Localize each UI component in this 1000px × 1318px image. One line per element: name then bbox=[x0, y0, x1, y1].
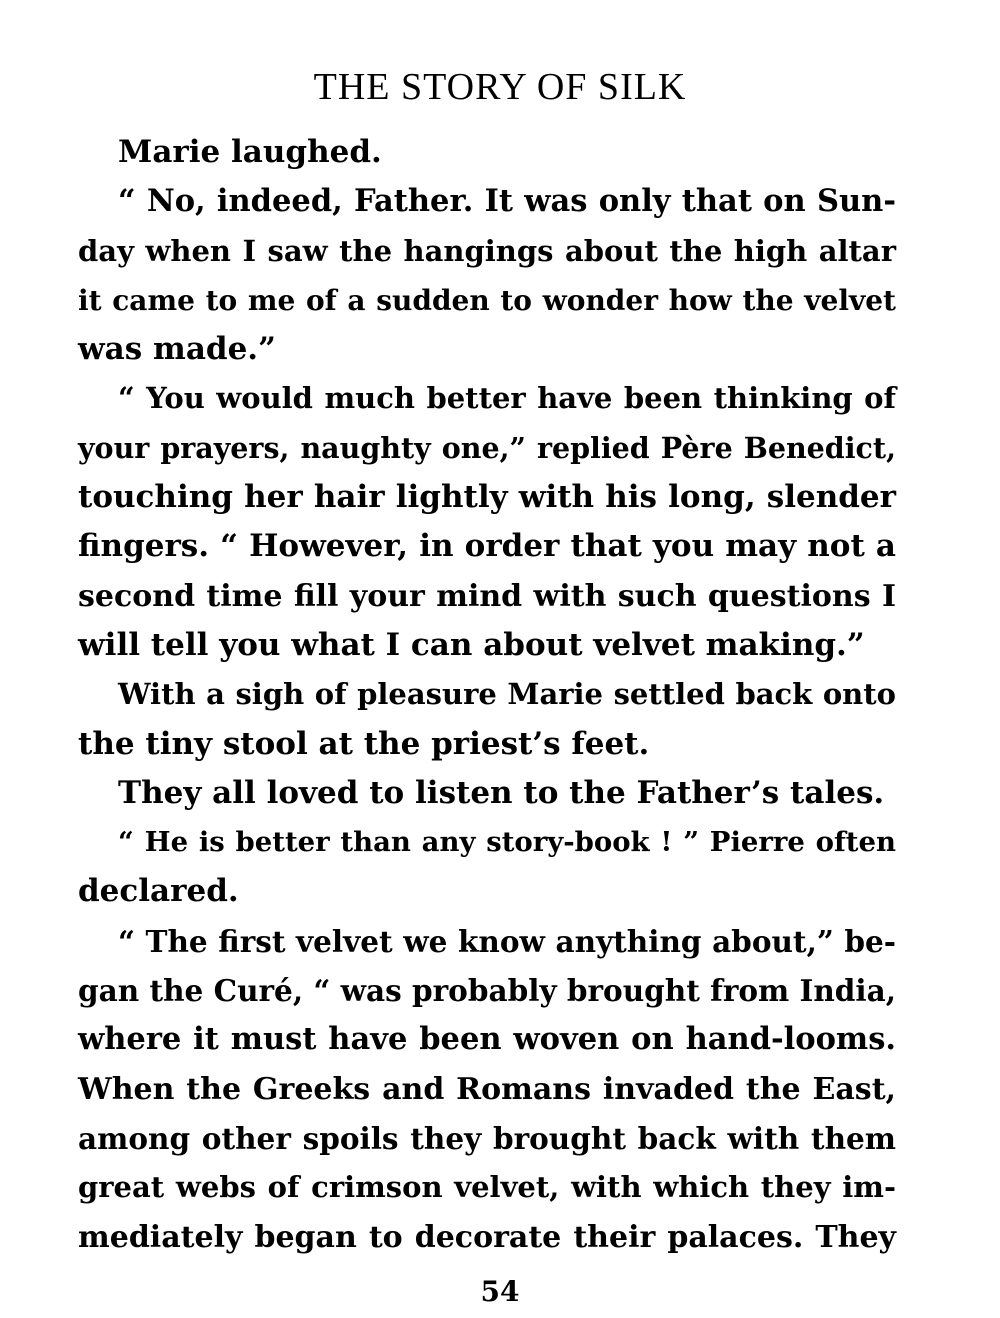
text-line: They all loved to listen to the Father’s tales. bbox=[118, 774, 885, 811]
text-line: the tiny stool at the priest’s feet. bbox=[78, 725, 650, 762]
text-line: day when I saw the hangings about the high altar bbox=[78, 233, 896, 268]
text-line: touching her hair lightly with his long, slender bbox=[78, 479, 896, 516]
text-line: it came to me of a sudden to wonder how the velvet bbox=[78, 283, 896, 317]
text-line: “ The first velvet we know anything about,” be- bbox=[118, 923, 896, 959]
text-line: great webs of crimson velvet, with which they im- bbox=[78, 1170, 896, 1205]
page-number: 54 bbox=[480, 1275, 520, 1308]
text-line: gan the Curé, “ was probably brought from India, bbox=[78, 973, 896, 1009]
text-line: among other spoils they brought back with them bbox=[78, 1120, 896, 1156]
text-line: mediately began to decorate their palaces. They bbox=[78, 1219, 896, 1255]
text-line: When the Greeks and Romans invaded the East, bbox=[78, 1071, 896, 1107]
text-line: Marie laughed. bbox=[118, 134, 382, 170]
text-line: will tell you what I can about velvet making.” bbox=[78, 626, 865, 663]
text-line: fingers. “ However, in order that you may not a bbox=[78, 528, 896, 565]
text-line: “ He is better than any story-book ! ” Pierre often bbox=[118, 826, 896, 859]
text-line: was made.” bbox=[78, 331, 276, 368]
text-line: “ No, indeed, Father. It was only that on Sun- bbox=[118, 183, 896, 220]
text-line: With a sigh of pleasure Marie settled back onto bbox=[118, 677, 896, 712]
text-line: “ You would much better have been thinking of bbox=[118, 381, 896, 416]
text-line: second time fill your mind with such questions I bbox=[78, 578, 896, 614]
text-line: where it must have been woven on hand-looms. bbox=[78, 1021, 896, 1058]
text-line: your prayers, naughty one,” replied Père Benedict, bbox=[78, 430, 896, 465]
text-line: declared. bbox=[78, 873, 239, 910]
running-head: THE STORY OF SILK bbox=[313, 66, 687, 108]
body-text bbox=[78, 128, 896, 1262]
